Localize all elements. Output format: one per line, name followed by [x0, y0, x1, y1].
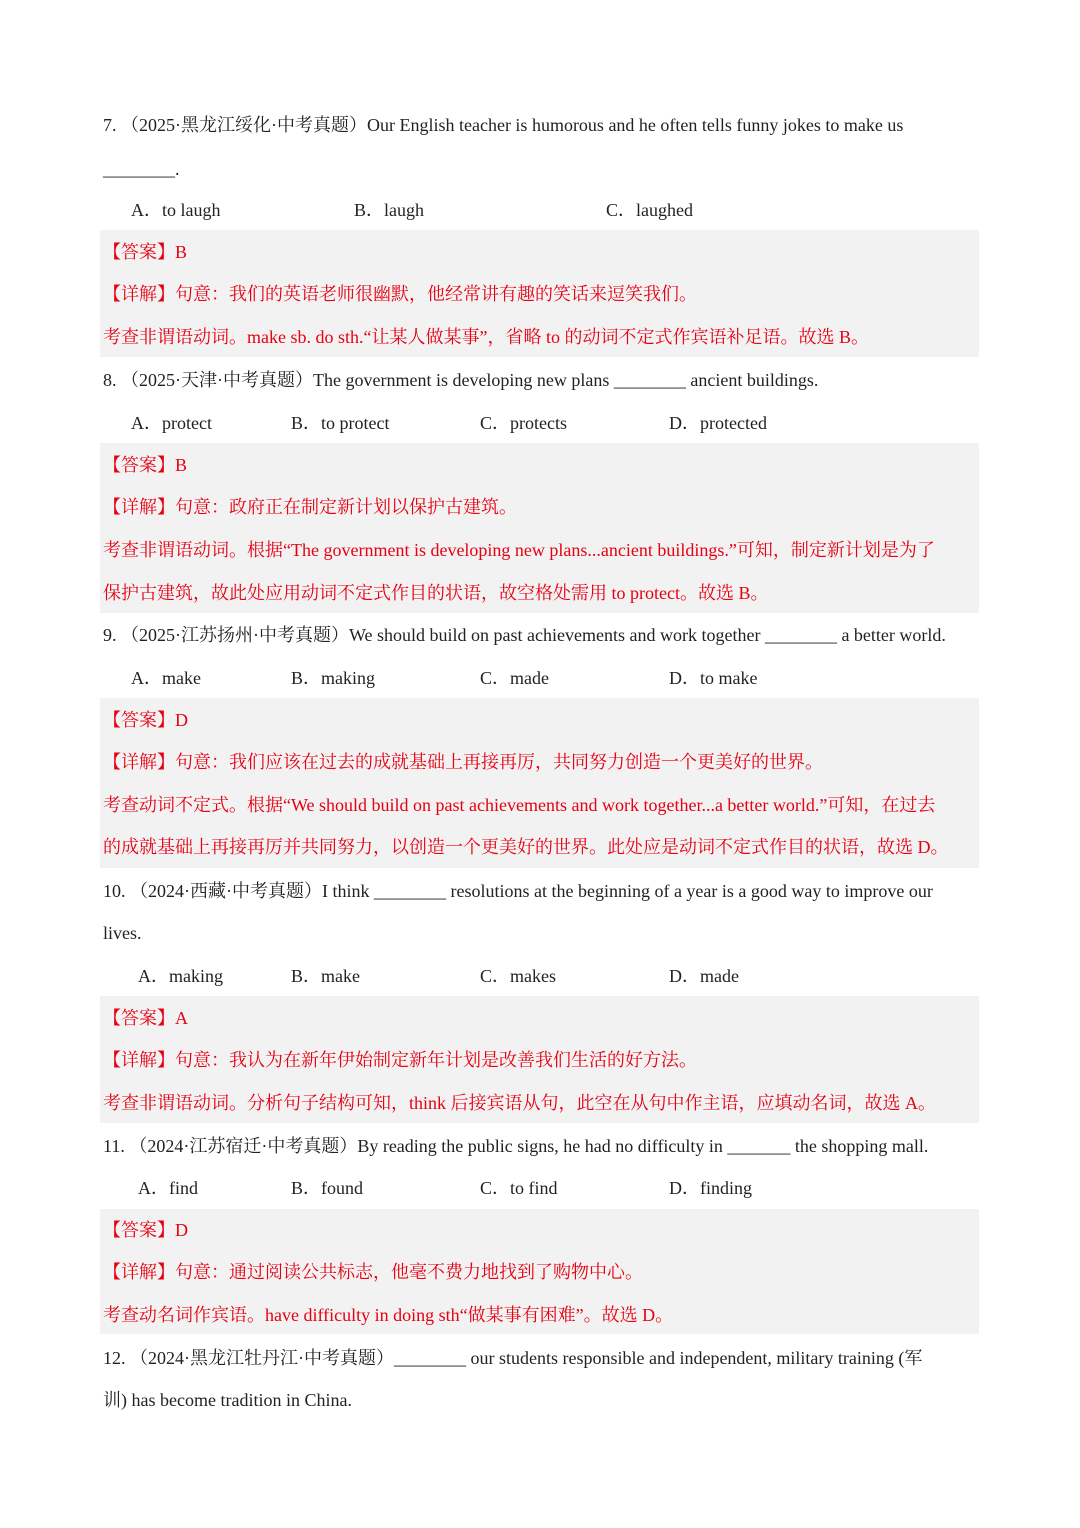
question-8-detail-line-1: 【详解】句意：政府正在制定新计划以保护古建筑。: [103, 497, 517, 517]
question-11-option-b: B．found: [291, 1178, 363, 1198]
question-10-detail-line-2: 考查非谓语动词。分析句子结构可知，think 后接宾语从句，此空在从句中作主语，应填动名词，故选 A。: [103, 1093, 936, 1113]
question-9-option-a: A．make: [131, 668, 201, 688]
question-10-stem-line-1: 10. （2024·西藏·中考真题）I think ________ resolutions at the beginning of a year is a good way to improve our: [103, 881, 933, 901]
question-9-answer: 【答案】D: [103, 710, 188, 730]
question-7-answer: 【答案】B: [103, 242, 188, 262]
question-11-detail-line-1: 【详解】句意：通过阅读公共标志，他毫不费力地找到了购物中心。: [103, 1262, 643, 1282]
question-7-option-a: A．to laugh: [131, 200, 221, 220]
question-9-detail-line-3: 的成就基础上再接再厉并共同努力，以创造一个更美好的世界。此处应是动词不定式作目的状语，故选 D。: [103, 837, 949, 857]
question-10-option-c: C．makes: [480, 966, 556, 986]
question-9-stem-line-1: 9. （2025·江苏扬州·中考真题）We should build on past achievements and work together ________ a better world.: [103, 625, 946, 645]
question-8-answer: 【答案】B: [103, 455, 188, 475]
question-8-option-d: D．protected: [669, 413, 767, 433]
question-9-option-d: D．to make: [669, 668, 758, 688]
question-8-option-c: C．protects: [480, 413, 567, 433]
question-11-option-d: D．finding: [669, 1178, 752, 1198]
question-11-stem-line-1: 11. （2024·江苏宿迁·中考真题）By reading the public signs, he had no difficulty in _______ the shopping mall.: [103, 1136, 929, 1156]
question-8-detail-line-3: 保护古建筑，故此处应用动词不定式作目的状语，故空格处需用 to protect。故选 B。: [103, 583, 769, 603]
question-11-detail-line-2: 考查动名词作宾语。have difficulty in doing sth“做某事有困难”。故选 D。: [103, 1305, 674, 1325]
question-10-option-d: D．made: [669, 966, 739, 986]
question-9-option-c: C．made: [480, 668, 549, 688]
question-10-option-b: B．make: [291, 966, 360, 986]
question-9-detail-line-1: 【详解】句意：我们应该在过去的成就基础上再接再厉，共同努力创造一个更美好的世界。: [103, 752, 823, 772]
question-11-option-a: A．find: [138, 1178, 198, 1198]
question-7-option-c: C．laughed: [606, 200, 693, 220]
question-7-option-b: B．laugh: [354, 200, 424, 220]
question-11-answer: 【答案】D: [103, 1220, 188, 1240]
question-11-option-c: C．to find: [480, 1178, 558, 1198]
question-7-detail-line-2: 考查非谓语动词。make sb. do sth.“让某人做某事”，省略 to 的动词不定式作宾语补足语。故选 B。: [103, 327, 869, 347]
question-9-option-b: B．making: [291, 668, 375, 688]
question-12-stem-line-1: 12. （2024·黑龙江牡丹江·中考真题）________ our students responsible and independent, military training (军: [103, 1348, 923, 1368]
question-7-detail-line-1: 【详解】句意：我们的英语老师很幽默，他经常讲有趣的笑话来逗笑我们。: [103, 284, 697, 304]
question-10-answer: 【答案】A: [103, 1008, 188, 1028]
question-8-detail-line-2: 考查非谓语动词。根据“The government is developing new plans...ancient buildings.”可知，制定新计划是为了: [103, 540, 935, 560]
question-9-detail-line-2: 考查动词不定式。根据“We should build on past achievements and work together...a better world.”可知，在过去: [103, 795, 936, 815]
question-7-stem-line-1: 7. （2025·黑龙江绥化·中考真题）Our English teacher is humorous and he often tells funny jokes to make us: [103, 115, 904, 135]
question-10-stem-line-2: lives.: [103, 923, 142, 943]
question-8-option-a: A．protect: [131, 413, 212, 433]
question-8-option-b: B．to protect: [291, 413, 390, 433]
question-7-stem-line-2: ________.: [103, 159, 180, 179]
question-10-detail-line-1: 【详解】句意：我认为在新年伊始制定新年计划是改善我们生活的好方法。: [103, 1050, 697, 1070]
question-12-stem-line-2: 训) has become tradition in China.: [103, 1390, 352, 1410]
question-8-stem-line-1: 8. （2025·天津·中考真题）The government is developing new plans ________ ancient buildings.: [103, 370, 819, 390]
question-10-option-a: A．making: [138, 966, 223, 986]
